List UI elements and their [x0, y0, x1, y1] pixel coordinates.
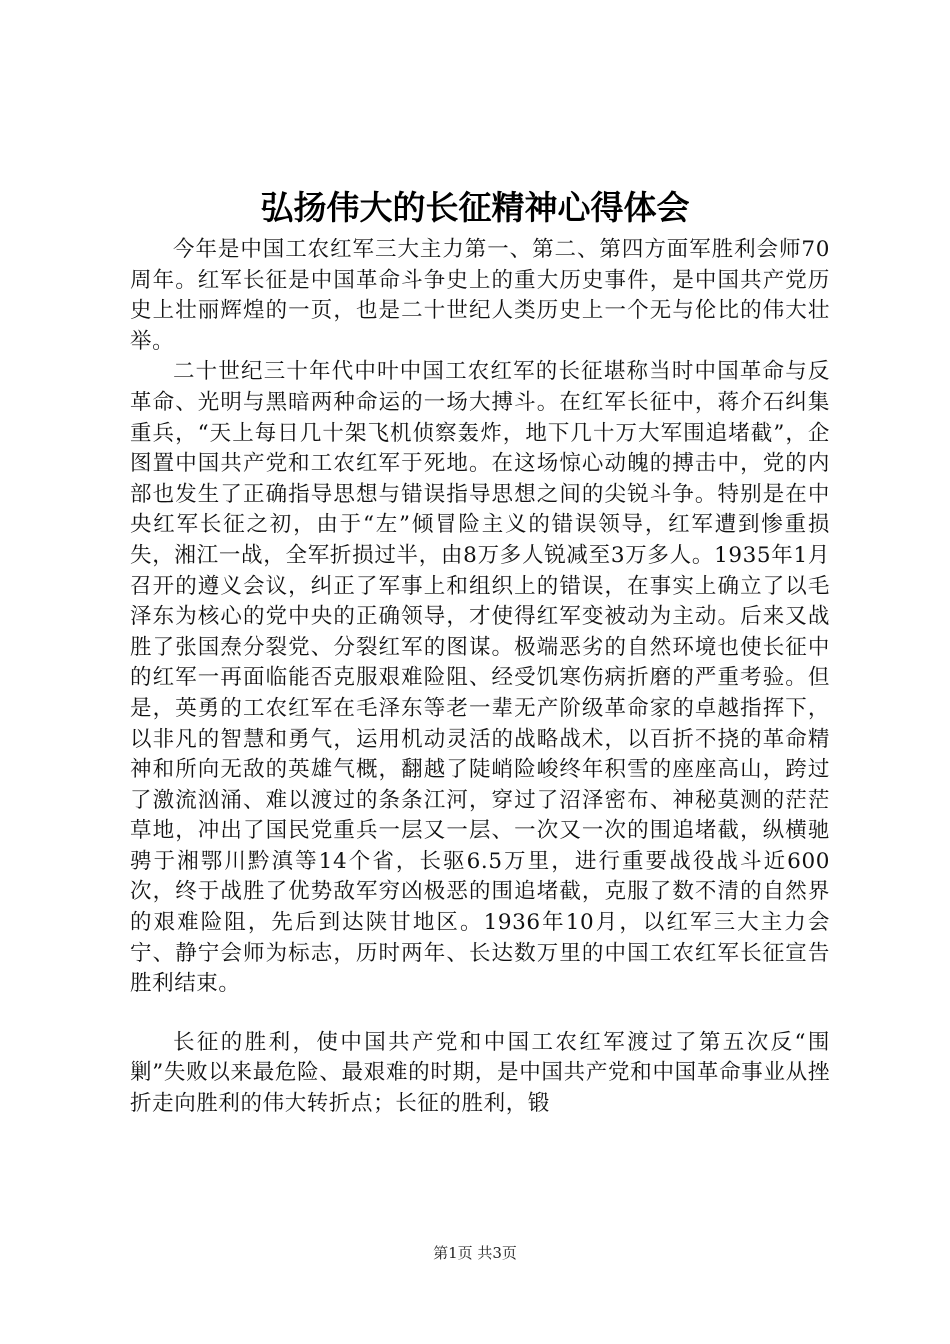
- paragraph-1: 今年是中国工农红军三大主力第一、第二、第四方面军胜利会师70周年。红军长征是中国革命斗争史上的重大历史事件，是中国共产党历史上壮丽辉煌的一页，也是二十世纪人类历史上一个无与伦比的伟大壮举。: [130, 237, 830, 354]
- page-number-footer: 第1页 共3页: [433, 1244, 517, 1262]
- document-body: [130, 235, 830, 1120]
- paragraph-3: 长征的胜利，使中国共产党和中国工农红军渡过了第五次反“围剿”失败以来最危险、最艰难的时期，是中国共产党和中国革命事业从挫折走向胜利的伟大转折点；长征的胜利，锻: [130, 1029, 830, 1117]
- paragraph-2: 二十世纪三十年代中叶中国工农红军的长征堪称当时中国革命与反革命、光明与黑暗两种命运的一场大搏斗。在红军长征中，蒋介石纠集重兵，“天上每日几十架飞机侦察轰炸，地下几十万大军围追堵截”，企图置中国共产党和工农红军于死地。在这场惊心动魄的搏击中，党的内部也发生了正确指导思想与错误指导思想之间的尖锐斗争。特别是在中央红军长征之初，由于“左”倾冒险主义的错误领导，红军遭到惨重损失，湘江一战，全军折损过半，由8万多人锐减至3万多人。1935年1月召开的遵义会议，纠正了军事上和组织上的错误，在事实上确立了以毛泽东为核心的党中央的正确领导，才使得红军变被动为主动。后来又战胜了张国焘分裂党、分裂红军的图谋。极端恶劣的自然环境也使长征中的红军一再面临能否克服艰难险阻、经受饥寒伤病折磨的严重考验。但是，英勇的工农红军在毛泽东等老一辈无产阶级革命家的卓越指挥下，以非凡的智慧和勇气，运用机动灵活的战略战术，以百折不挠的革命精神和所向无敌的英雄气概，翻越了陡峭险峻终年积雪的座座高山，跨过了激流汹涌、难以渡过的条条江河，穿过了沼泽密布、神秘莫测的茫茫草地，冲出了国民党重兵一层又一层、一次又一次的围追堵截，纵横驰骋于湘鄂川黔滇等14个省，长驱6.5万里，进行重要战役战斗近600次，终于战胜了优势敌军穷凶极恶的围追堵截，克服了数不清的自然界的艰难险阻，先后到达陕甘地区。1936年10月，以红军三大主力会宁、静宁会师为标志，历时两年、长达数万里的中国工农红军长征宣告胜利结束。: [130, 359, 830, 997]
- document-title: 弘扬伟大的长征精神心得体会: [260, 188, 690, 227]
